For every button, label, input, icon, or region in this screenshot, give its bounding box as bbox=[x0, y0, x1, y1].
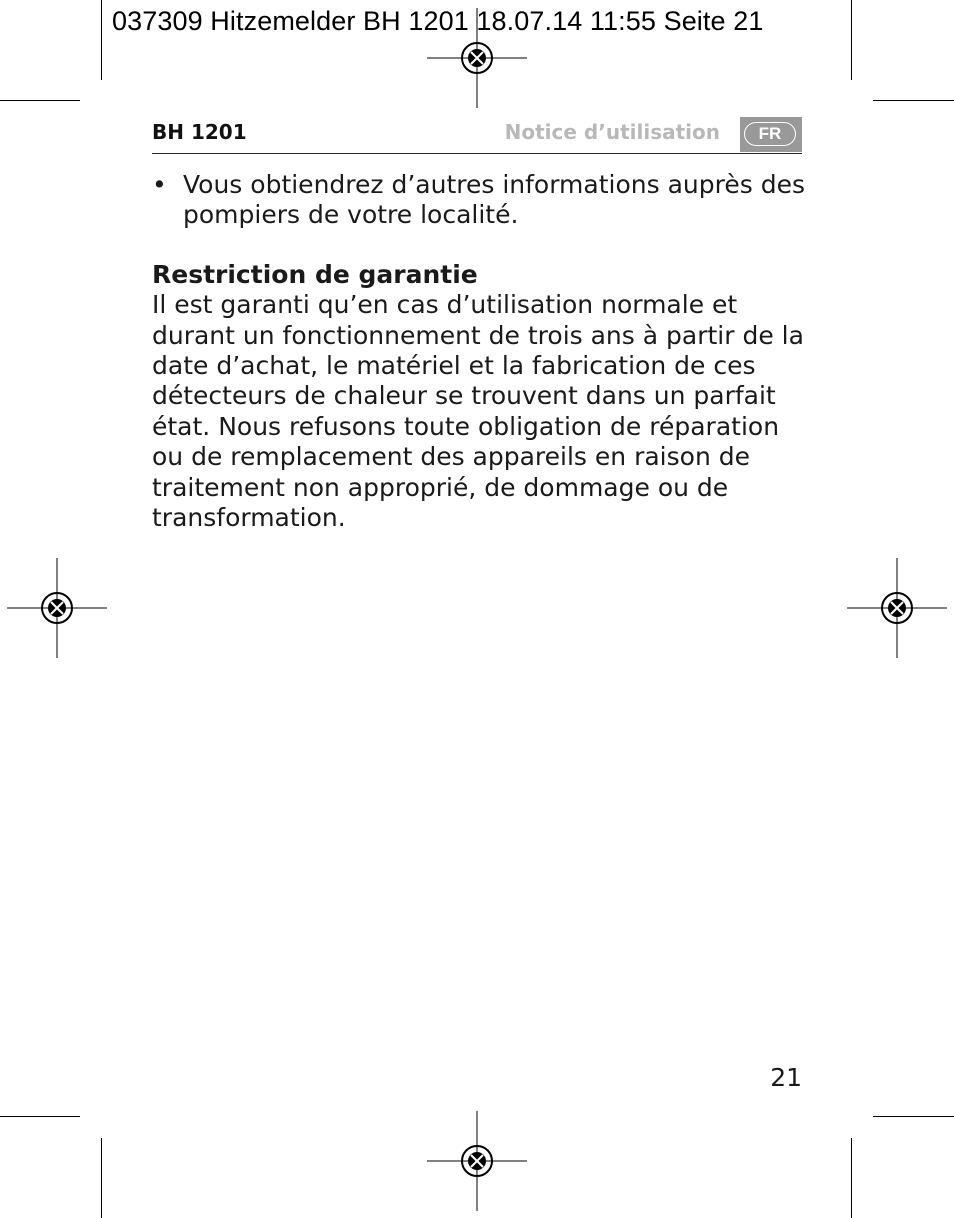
language-badge bbox=[740, 117, 802, 152]
registration-mark-top-icon bbox=[427, 8, 527, 108]
page-number: 21 bbox=[770, 1063, 802, 1092]
crop-mark-bottom-right-horizontal bbox=[873, 1116, 954, 1117]
bullet-icon: • bbox=[152, 170, 167, 199]
bullet-text: Vous obtiendrez d’autres informations auprès des pompiers de votre localité. bbox=[183, 170, 805, 230]
registration-mark-right-icon bbox=[847, 558, 947, 658]
crop-mark-top-left-vertical bbox=[101, 0, 102, 80]
crop-mark-bottom-left-horizontal bbox=[0, 1116, 80, 1117]
registration-mark-bottom-icon bbox=[427, 1111, 527, 1211]
crop-mark-bottom-left-vertical bbox=[101, 1138, 102, 1218]
crop-mark-top-right-vertical bbox=[851, 0, 852, 80]
document-title: Notice d’utilisation bbox=[504, 120, 720, 144]
print-slug: 037309 Hitzemelder BH 1201 18.07.14 11:55 Seite 21 bbox=[112, 6, 764, 36]
model-name: BH 1201 bbox=[152, 120, 247, 144]
registration-mark-left-icon bbox=[7, 558, 107, 658]
section-heading: Restriction de garantie bbox=[152, 259, 478, 289]
running-header bbox=[152, 117, 802, 154]
bullet-item bbox=[152, 170, 812, 231]
crop-mark-top-left-horizontal bbox=[0, 100, 80, 101]
section-body: Il est garanti qu’en cas d’utilisation normale et durant un fonctionnement de trois ans à partir de la date d’achat, le matériel et la fabrication de ces détecteurs de chaleur se trouvent dans un parfait état. Nous refusons toute obligation de réparation ou de remplacement des appareils en raison de traitement non approprié, de dommage ou de transformation. bbox=[152, 290, 804, 533]
page-content bbox=[152, 170, 812, 533]
language-badge-label: FR bbox=[744, 122, 796, 146]
crop-mark-bottom-right-vertical bbox=[851, 1138, 852, 1218]
crop-mark-top-right-horizontal bbox=[873, 100, 954, 101]
